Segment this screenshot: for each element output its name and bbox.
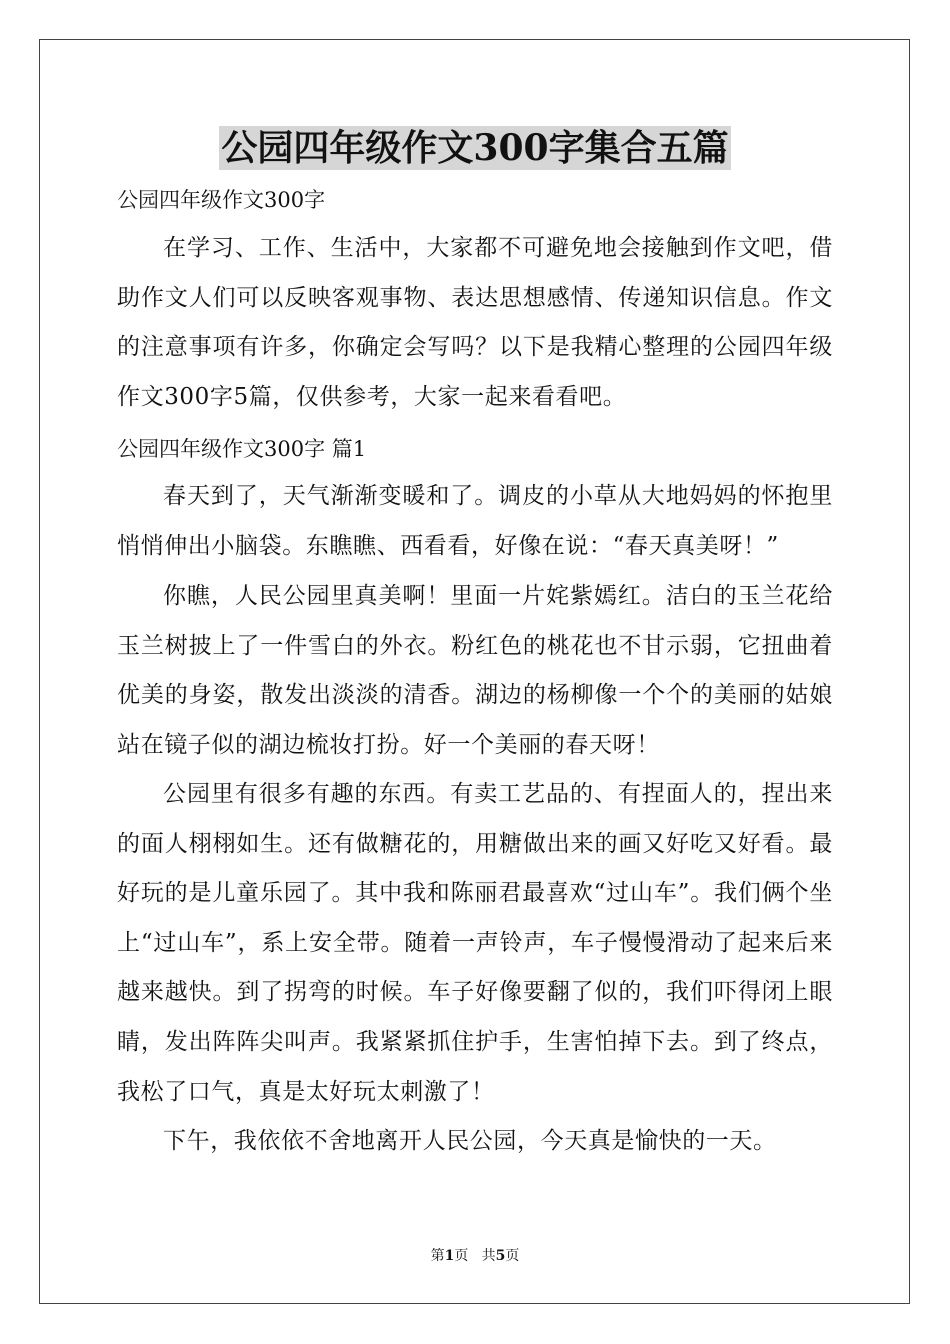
title-container bbox=[0, 126, 950, 170]
document-title: 公园四年级作文300字集合五篇 bbox=[221, 127, 729, 169]
footer-page-total: 5 bbox=[495, 1248, 506, 1264]
footer-page-suffix: 页 bbox=[505, 1248, 520, 1264]
essay-paragraph-4: 下午，我依依不舍地离开人民公园，今天真是愉快的一天。 bbox=[163, 1128, 777, 1154]
footer-page-current: 1 bbox=[444, 1248, 455, 1264]
footer-page-prefix: 第 bbox=[430, 1248, 445, 1264]
essay-paragraph-1: 春天到了，天气渐渐变暖和了。调皮的小草从大地妈妈的怀抱里悄悄伸出小脑袋。东瞧瞧、西看看，好像在说：“春天真美呀！” bbox=[117, 483, 833, 559]
footer-page-mid: 页 共 bbox=[454, 1248, 496, 1264]
essay-paragraph-2: 你瞧，人民公园里真美啊！里面一片姹紫嫣红。洁白的玉兰花给玉兰树披上了一件雪白的外衣。粉红色的桃花也不甘示弱，它扭曲着优美的身姿，散发出淡淡的清香。湖边的杨柳像一个个的美丽的姑娘站在镜子似的湖边梳妆打扮。好一个美丽的春天呀！ bbox=[117, 583, 833, 758]
section-heading: 公园四年级作文300字 bbox=[117, 188, 326, 212]
intro-paragraph: 在学习、工作、生活中，大家都不可避免地会接触到作文吧，借助作文人们可以反映客观事物、表达思想感情、传递知识信息。作文的注意事项有许多，你确定会写吗？以下是我精心整理的公园四年级作文300字5篇，仅供参考，大家一起来看看吧。 bbox=[117, 235, 833, 410]
essay-heading: 公园四年级作文300字 篇1 bbox=[117, 437, 367, 461]
page-footer bbox=[0, 1246, 950, 1266]
essay-paragraph-3: 公园里有很多有趣的东西。有卖工艺品的、有捏面人的，捏出来的面人栩栩如生。还有做糖花的，用糖做出来的画又好吃又好看。最好玩的是儿童乐园了。其中我和陈丽君最喜欢“过山车”。我们俩个坐上“过山车”，系上安全带。随着一声铃声，车子慢慢滑动了起来后来越来越快。到了拐弯的时候。车子好像要翻了似的，我们吓得闭上眼睛，发出阵阵尖叫声。我紧紧抓住护手，生害怕掉下去。到了终点，我松了口气，真是太好玩太刺激了！ bbox=[117, 781, 833, 1105]
